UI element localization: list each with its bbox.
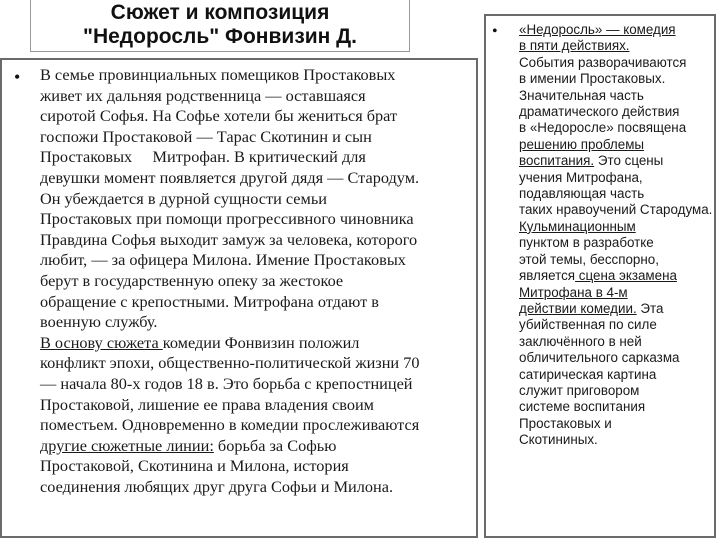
text-line: решению проблемы — [519, 136, 645, 152]
text-line: заключённого в ней — [519, 333, 642, 349]
bullet-icon: • — [14, 67, 21, 87]
text-line: В семье провинциальных помещиков Простаковых — [40, 65, 396, 84]
plot-summary-text — [40, 65, 472, 497]
text-line: этой темы, бесспорно, — [519, 251, 659, 267]
text-line — [519, 153, 714, 169]
text-line: драматического действия — [519, 104, 680, 120]
text-line: госпожи Простаковой — Тарас Скотинин и сын — [40, 126, 372, 146]
text-line: Скотининых. — [519, 432, 598, 448]
text-line: сатирическая картина — [519, 366, 657, 382]
plot-basis-term: В основу сюжета — [40, 332, 163, 352]
text-line: в пяти действиях. — [519, 38, 630, 54]
text-line: Митрофана в 4-м — [519, 284, 628, 300]
text-line: сиротой Софья. На Софье хотели бы жениться брат — [40, 106, 398, 126]
text-line: таких нравоучений Стародума. — [519, 202, 713, 218]
text-line: в имении Простаковых. — [519, 71, 666, 87]
text-fragment: является — [519, 268, 576, 284]
text-line: берут в государственную опеку за жестокое — [40, 270, 344, 290]
slide-title — [30, 0, 410, 52]
text-fragment: Это сцены — [594, 153, 664, 169]
text-fragment: борьба за Софью — [213, 435, 337, 455]
text-line: любит, — за офицера Милона. Имение Простаковых — [40, 250, 406, 270]
text-line: живет их дальняя родственница — оставшаяся — [40, 85, 366, 105]
text-line: Значительная часть — [519, 87, 644, 103]
plot-summary-box — [0, 58, 478, 538]
text-line: обращение с крепостными. Митрофана отдают в — [40, 291, 379, 311]
text-line: пунктом в разработке — [519, 235, 654, 251]
text-line: подавляющая часть — [519, 186, 645, 202]
text-fragment: комедии Фонвизин положил — [162, 332, 360, 352]
composition-text — [519, 22, 714, 449]
text-line: Правдина Софья выходит замуж за человека, которого — [40, 229, 418, 249]
other-plotlines-term: другие сюжетные линии: — [40, 435, 214, 455]
title-line-2: "Недоросль" Фонвизин Д. — [83, 25, 357, 48]
text-line: Простаковой, лишение ее права владения своим — [40, 394, 374, 414]
text-line: поместьем. Одновременно в комедии прослеживаются — [40, 415, 420, 435]
composition-box — [484, 14, 716, 538]
exam-scene-term: сцена экзамена — [575, 268, 677, 284]
text-line: убийственная по силе — [519, 317, 657, 333]
text-line: служит приговором — [519, 382, 640, 398]
text-line: «Недоросль» — комедия — [519, 22, 676, 37]
text-line: соединения любящих друг друга Софьи и Милона. — [40, 476, 394, 496]
text-line: обличительного сарказма — [519, 350, 680, 366]
text-line: Простаковой, Скотинина и Милона, история — [40, 456, 349, 476]
upbringing-term: воспитания. — [519, 153, 595, 169]
title-line-1: Сюжет и композиция — [110, 1, 330, 24]
text-line: Простаковых Митрофан. В критический для — [40, 147, 366, 167]
text-line: девушки момент появляется другой дядя — Стародум. — [40, 167, 420, 187]
text-fragment: Эта — [636, 300, 664, 316]
text-line: учения Митрофана, — [519, 169, 643, 185]
text-line: Простаковых при помощи прогрессивного чиновника — [40, 209, 414, 229]
text-line: конфликт эпохи, общественно-политической жизни 70 — [40, 353, 420, 373]
text-line: Простаковых и — [519, 415, 612, 431]
text-line: военную службу. — [40, 312, 158, 332]
text-line — [519, 301, 714, 317]
act-term: действии комедии. — [519, 300, 637, 316]
text-line — [40, 436, 472, 457]
text-line: Он убеждается в дурной сущности семьи — [40, 188, 327, 208]
text-line: События разворачиваются — [519, 54, 687, 70]
text-line: системе воспитания — [519, 399, 646, 415]
culmination-term: Кульминационным — [519, 218, 636, 234]
text-line: — начала 80-х годов 18 в. Это борьба с крепостницей — [40, 373, 413, 393]
text-line: в «Недоросле» посвящена — [519, 120, 687, 136]
bullet-icon: • — [492, 23, 498, 40]
text-line — [40, 333, 472, 354]
text-line — [519, 268, 714, 284]
